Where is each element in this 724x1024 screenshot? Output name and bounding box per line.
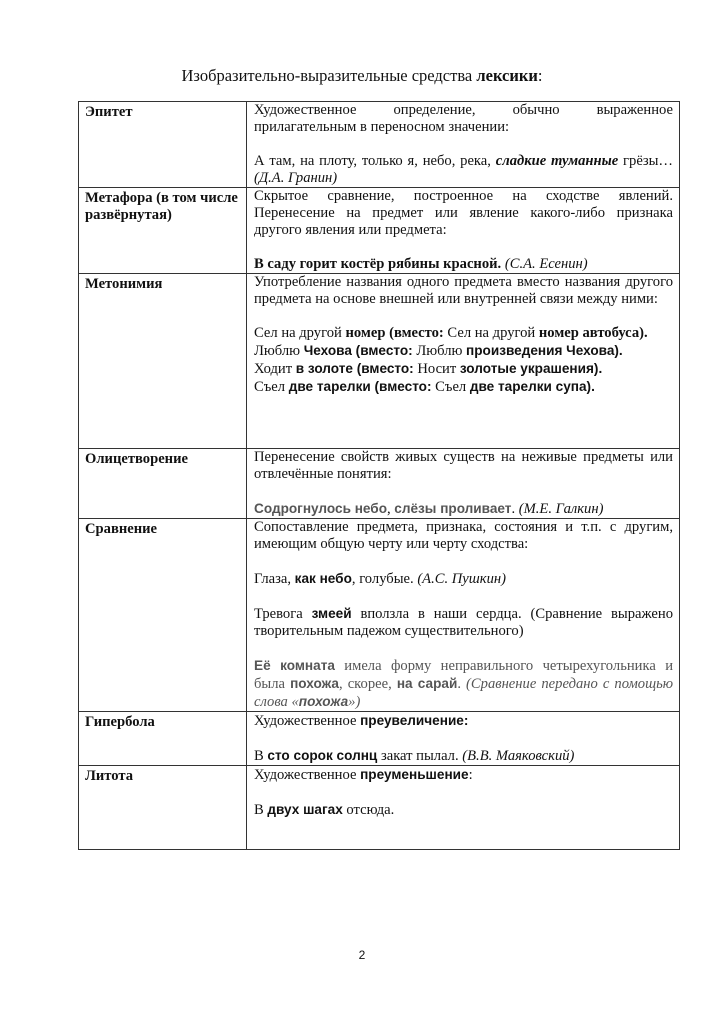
text-run: сладкие туманные xyxy=(495,153,619,169)
text-run: В саду горит костёр рябины красной. xyxy=(254,256,502,272)
text-run: Художественное определение, обычно выраженное прилагательным в переносном значении: xyxy=(254,102,673,135)
text-run: , xyxy=(387,501,395,517)
text-run: закат пылал. xyxy=(377,748,463,764)
text-run: две тарелки (вместо: xyxy=(288,379,432,394)
text-run: (Д.А. Гранин) xyxy=(254,170,338,186)
text-run: Глаза, xyxy=(254,571,295,587)
paragraph-gap xyxy=(254,588,673,605)
definition-cell xyxy=(247,188,680,274)
text-run: имела форму неправильного четырехугольника и была xyxy=(254,658,673,692)
definition-cell xyxy=(247,274,680,449)
paragraph-gap xyxy=(254,308,673,325)
text-run: (М.Е. Галкин) xyxy=(518,501,604,517)
term-cell: Литота xyxy=(79,766,247,850)
text-run: (Сравнение передано с помощью слова « xyxy=(254,676,674,710)
table-row xyxy=(79,712,680,766)
table-row xyxy=(79,188,680,274)
text-run: ») xyxy=(348,694,361,710)
text-run: произведения Чехова). xyxy=(466,343,623,358)
text-run: (А.С. Пушкин) xyxy=(417,571,507,587)
text-run: А там, на плоту, только я, небо, река, xyxy=(254,153,496,169)
paragraph-gap xyxy=(254,136,673,153)
text-run: Ходит xyxy=(254,361,296,377)
definition-cell xyxy=(247,449,680,519)
text-run: грёзы… xyxy=(618,153,673,169)
text-run: отсюда. xyxy=(342,802,395,818)
term-cell: Метафора (в том числе развёрнутая) xyxy=(79,188,247,274)
text-run: . xyxy=(457,676,467,692)
paragraph-gap xyxy=(254,239,673,256)
text-run: Художественное xyxy=(254,713,361,729)
term-cell: Сравнение xyxy=(79,519,247,712)
text-run: как небо xyxy=(294,571,352,586)
definition-paragraph xyxy=(254,657,673,711)
definition-paragraph xyxy=(254,766,673,784)
table-row xyxy=(79,766,680,850)
text-run: двух шагах xyxy=(267,802,343,817)
text-run: номер (вместо: xyxy=(345,325,444,341)
text-run: золотые украшения). xyxy=(459,361,603,376)
definition-paragraph xyxy=(254,570,673,588)
definition-paragraph xyxy=(254,747,673,765)
text-run: похожа xyxy=(298,694,349,709)
text-run: (С.А. Есенин) xyxy=(504,256,588,272)
definition-paragraph xyxy=(254,519,673,553)
title-prefix: Изобразительно-выразительные средства xyxy=(181,66,477,85)
text-run: вползла в наши сердца. (Сравнение выражено творительным падежом существительного) xyxy=(254,606,673,639)
page-title xyxy=(0,66,724,86)
table-row xyxy=(79,449,680,519)
definition-paragraph xyxy=(254,188,673,239)
text-run: Сел на другой xyxy=(443,325,539,341)
text-run: змеей xyxy=(311,606,352,621)
text-run: (В.В. Маяковский) xyxy=(462,748,575,764)
text-run: Чехова (вместо: xyxy=(303,343,413,358)
text-run: : xyxy=(468,767,473,783)
paragraph-gap xyxy=(254,483,673,500)
definition-paragraph xyxy=(254,325,673,342)
definition-paragraph xyxy=(254,449,673,483)
devices-table-body xyxy=(79,102,680,850)
definition-cell xyxy=(247,519,680,712)
text-run: , голубые. xyxy=(351,571,418,587)
term-cell: Олицетворение xyxy=(79,449,247,519)
definition-paragraph xyxy=(254,605,673,640)
text-run: Употребление названия одного предмета вместо названия другого предмета на основе внешней или внутренней связи между ними: xyxy=(254,274,673,307)
text-run: Содрогнулось небо xyxy=(254,501,387,516)
text-run: на сарай xyxy=(396,676,458,691)
definition-cell xyxy=(247,712,680,766)
table-row xyxy=(79,274,680,449)
paragraph-gap xyxy=(254,640,673,657)
table-row xyxy=(79,102,680,188)
text-run: Художественное xyxy=(254,767,361,783)
definition-paragraph xyxy=(254,274,673,308)
definition-cell xyxy=(247,766,680,850)
text-run: похожа xyxy=(290,676,339,691)
text-run: Сопоставление предмета, признака, состояния и т.п. с другим, имеющим общую черту или черту сходства: xyxy=(254,519,673,552)
definition-paragraph xyxy=(254,342,673,360)
definition-paragraph xyxy=(254,500,673,518)
text-run: сто сорок солнц xyxy=(267,748,378,763)
paragraph-gap xyxy=(254,730,673,747)
devices-table xyxy=(78,101,680,850)
definition-cell xyxy=(247,102,680,188)
paragraph-gap xyxy=(254,784,673,801)
text-run: , скорее, xyxy=(338,676,397,692)
text-run: В xyxy=(254,748,268,764)
text-run: Съел xyxy=(254,379,289,395)
text-run: Люблю xyxy=(412,343,467,359)
text-run: . xyxy=(511,501,519,517)
title-suffix: : xyxy=(537,66,543,85)
term-cell: Метонимия xyxy=(79,274,247,449)
definition-paragraph xyxy=(254,153,673,187)
text-run: Сел на другой xyxy=(254,325,346,341)
text-run: Перенесение свойств живых существ на неживые предметы или отвлечённые понятия: xyxy=(254,449,673,482)
text-run: преуменьшение xyxy=(360,767,469,782)
text-run: преувеличение: xyxy=(360,713,469,728)
text-run: номер автобуса). xyxy=(538,325,648,341)
definition-paragraph xyxy=(254,360,673,378)
definition-paragraph xyxy=(254,378,673,396)
paragraph-gap xyxy=(254,553,673,570)
page-number: 2 xyxy=(358,948,366,962)
text-run: Носит xyxy=(413,361,460,377)
text-run: Съел xyxy=(431,379,470,395)
definition-paragraph xyxy=(254,801,673,819)
text-run: две тарелки супа). xyxy=(469,379,595,394)
text-run: Люблю xyxy=(254,343,304,359)
definition-paragraph xyxy=(254,102,673,136)
text-run: Её комната xyxy=(254,658,335,673)
definition-paragraph xyxy=(254,712,673,730)
text-run: Тревога xyxy=(254,606,312,622)
text-run: слёзы проливает xyxy=(394,501,512,516)
text-run: Скрытое сравнение, построенное на сходстве явлений. Перенесение на предмет или явление какого-либо признака другого явления или предмета: xyxy=(254,188,673,238)
text-run: в золоте (вместо: xyxy=(295,361,414,376)
text-run: В xyxy=(254,802,268,818)
term-cell: Эпитет xyxy=(79,102,247,188)
title-bold: лексики xyxy=(476,66,538,85)
term-cell: Гипербола xyxy=(79,712,247,766)
table-row xyxy=(79,519,680,712)
definition-paragraph xyxy=(254,256,673,273)
